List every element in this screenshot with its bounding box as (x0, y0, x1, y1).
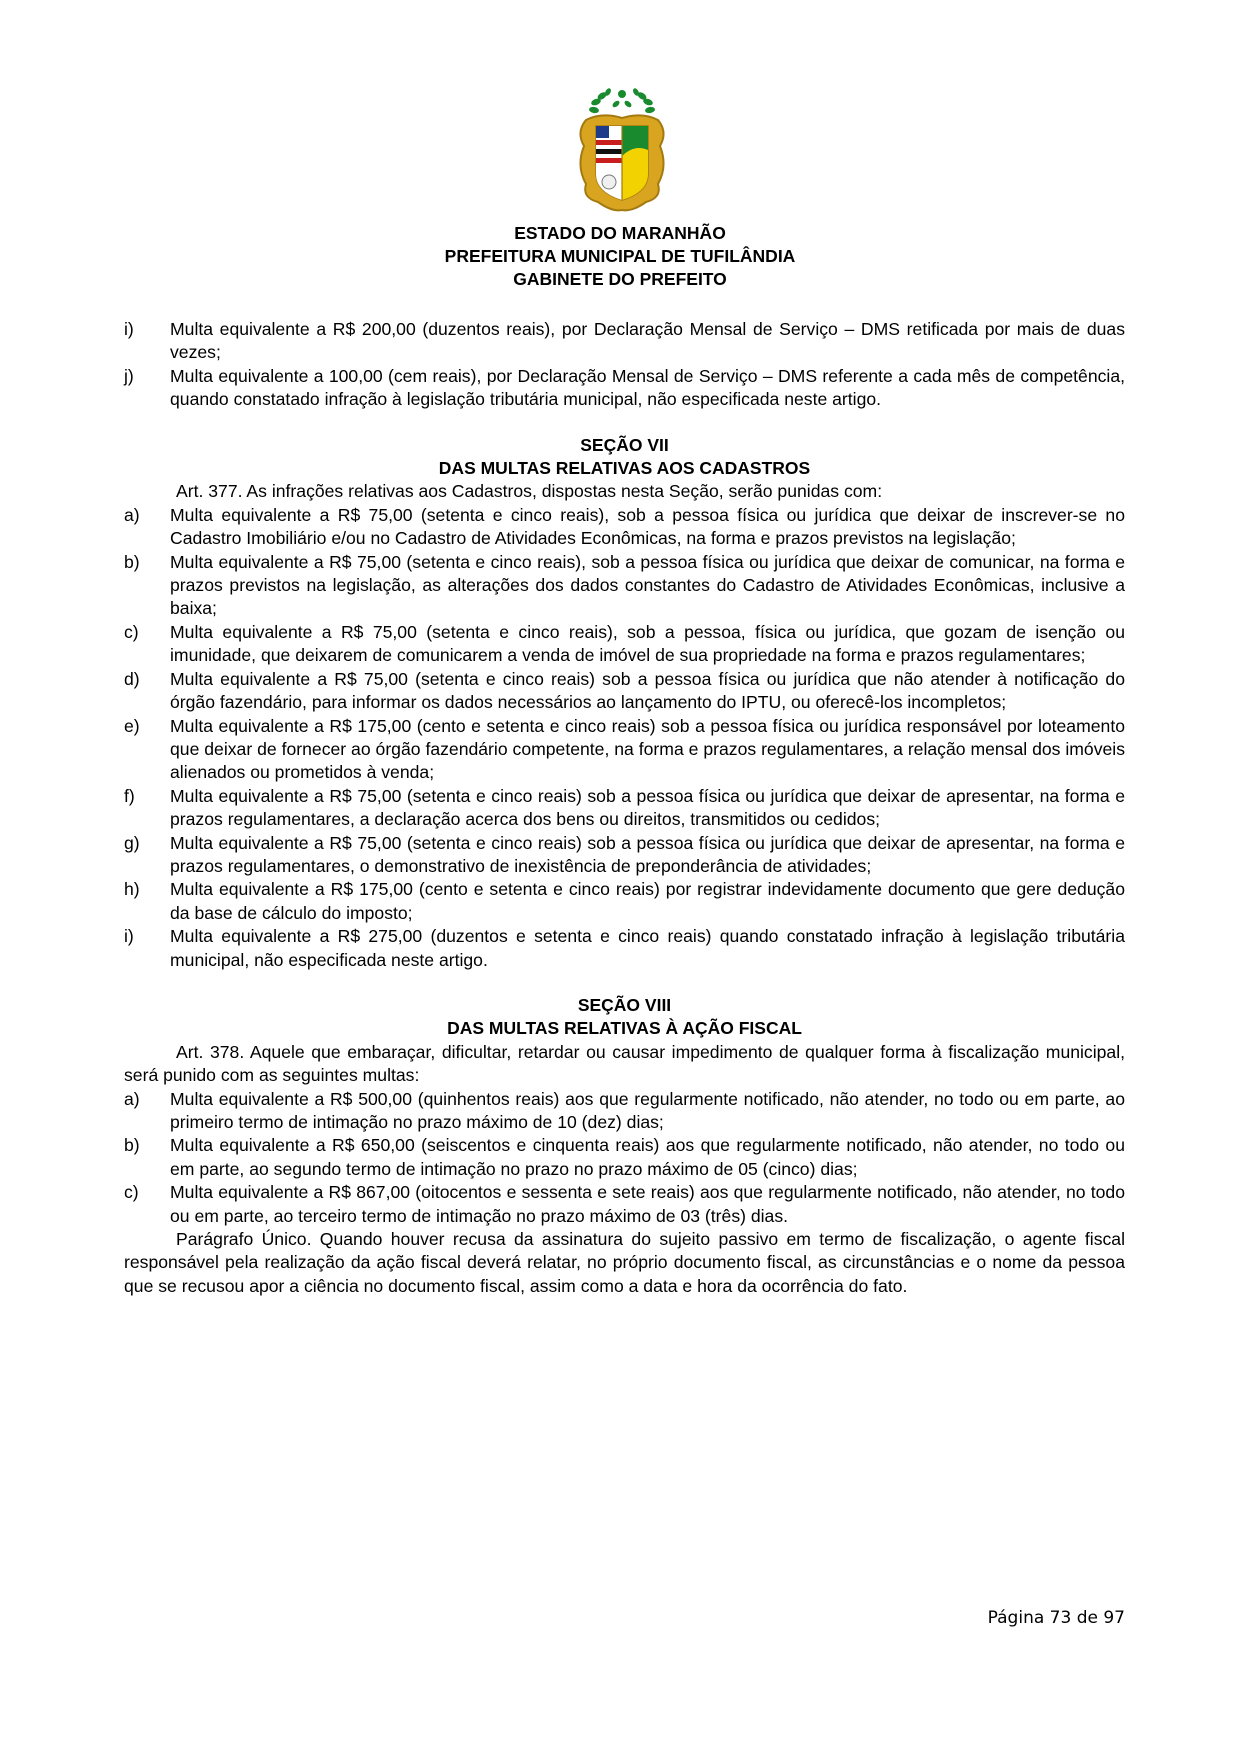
item-text: Multa equivalente a R$ 75,00 (setenta e cinco reais) sob a pessoa física ou jurídica que não atender à notificação do órgão fazendário, para informar os dados necessários ao lançamento do IPTU, ou oferecê-los incompletos; (170, 668, 1125, 713)
list-item (124, 715, 1125, 785)
item-label: c) (124, 621, 139, 642)
item-text: Multa equivalente a R$ 175,00 (cento e setenta e cinco reais) sob a pessoa física ou jurídica responsável por loteamento que deixar de fornecer ao órgão fazendário competente, na forma e prazos regulamentares, a relação mensal dos imóveis alienados ou prometidos à venda; (170, 715, 1125, 783)
section-7-title: SEÇÃO VII (580, 434, 669, 455)
item-text: Multa equivalente a 100,00 (cem reais), por Declaração Mensal de Serviço – DMS referente a cada mês de competência, quando constatado infração à legislação tributária municipal, não especificada neste artigo. (170, 365, 1125, 410)
item-label: d) (124, 668, 140, 689)
list-item (124, 1134, 1125, 1181)
item-label: f) (124, 785, 135, 806)
item-text: Multa equivalente a R$ 175,00 (cento e setenta e cinco reais) por registrar indevidamente documento que gere dedução da base de cálculo do imposto; (170, 879, 1125, 923)
list-item (124, 1181, 1125, 1228)
item-text: Multa equivalente a R$ 75,00 (setenta e cinco reais) sob a pessoa física ou jurídica que deixar de apresentar, na forma e prazos regulamentares, a declaração acerca dos bens ou direitos, transmitidos ou cedidos; (170, 785, 1125, 830)
item-text: Multa equivalente a R$ 275,00 (duzentos e setenta e cinco reais) quando constatado infração à legislação tributária municipal, não especificada neste artigo. (170, 926, 1125, 970)
list-item (124, 504, 1125, 551)
item-label: b) (124, 551, 140, 572)
header-state: ESTADO DO MARANHÃO (514, 223, 726, 243)
header-municipality: PREFEITURA MUNICIPAL DE TUFILÂNDIA (444, 246, 796, 266)
section-7-subtitle: DAS MULTAS RELATIVAS AOS CADASTROS (438, 458, 811, 479)
sole-paragraph: Parágrafo Único. Quando houver recusa da assinatura do sujeito passivo em termo de fiscalização, o agente fiscal responsável pela realização da ação fiscal deverá relatar, no próprio documento fiscal, as circunstâncias e o nome da pessoa que se recusou apor a ciência no documento fiscal, assim como a data e hora da ocorrência do fato. (124, 1229, 1125, 1296)
list-item (124, 785, 1125, 832)
item-text: Multa equivalente a R$ 75,00 (setenta e cinco reais) sob a pessoa física ou jurídica que deixar de apresentar, na forma e prazos regulamentares, o demonstrativo de inexistência de preponderância de atividades; (170, 832, 1125, 876)
list-item (124, 318, 1125, 365)
list-item (124, 832, 1125, 879)
item-label: c) (124, 1182, 139, 1203)
item-text: Multa equivalente a R$ 200,00 (duzentos reais), por Declaração Mensal de Serviço – DMS retificada por mais de duas vezes; (170, 319, 1125, 363)
item-text: Multa equivalente a R$ 867,00 (oitocentos e sessenta e sete reais) aos que regularmente notificado, não atender, no todo ou em parte, ao terceiro termo de intimação no prazo máximo de 03 (três) dias. (170, 1182, 1125, 1226)
document-body (124, 318, 1125, 1298)
item-label: j) (124, 365, 134, 386)
item-label: g) (124, 832, 140, 853)
section-8-title: SEÇÃO VIII (577, 994, 672, 1015)
list-item (124, 878, 1125, 925)
item-text: Multa equivalente a R$ 500,00 (quinhentos reais) aos que regularmente notificado, não atender, no todo ou em parte, ao primeiro termo de intimação no prazo máximo de 10 (dez) dias; (170, 1088, 1125, 1132)
municipal-coat-of-arms-icon (572, 86, 672, 214)
item-label: h) (124, 879, 140, 900)
list-item (124, 365, 1125, 412)
item-label: e) (124, 715, 140, 736)
list-item (124, 1088, 1125, 1135)
document-header (0, 222, 1240, 291)
list-item (124, 668, 1125, 715)
item-label: b) (124, 1135, 140, 1156)
item-text: Multa equivalente a R$ 650,00 (seiscentos e cinquenta reais) aos que regularmente notificado, não atender, no todo ou em parte, ao segundo termo de intimação no prazo no prazo máximo de 05 (cinco) dias; (170, 1135, 1125, 1179)
item-text: Multa equivalente a R$ 75,00 (setenta e cinco reais), sob a pessoa, física ou jurídica, que gozam de isenção ou imunidade, que deixarem de comunicarem a venda de imóvel de sua propriedade na forma e prazos regulamentares; (170, 621, 1125, 666)
header-office: GABINETE DO PREFEITO (513, 269, 727, 289)
page-number: Página 73 de 97 (987, 1608, 1125, 1628)
item-text: Multa equivalente a R$ 75,00 (setenta e cinco reais), sob a pessoa física ou jurídica que deixar de inscrever-se no Cadastro Imobiliário e/ou no Cadastro de Atividades Econômicas, na forma e prazos previstos na legislação; (170, 504, 1125, 549)
item-label: i) (124, 926, 134, 947)
item-label: a) (124, 504, 140, 525)
list-item (124, 551, 1125, 621)
article-377: Art. 377. As infrações relativas aos Cadastros, dispostas nesta Seção, serão punidas com: (176, 481, 883, 502)
item-text: Multa equivalente a R$ 75,00 (setenta e cinco reais), sob a pessoa física ou jurídica que deixar de comunicar, na forma e prazos previstos na legislação, as alterações dos dados constantes do Cadastro de Atividades Econômicas, inclusive a baixa; (170, 551, 1125, 619)
list-item (124, 925, 1125, 972)
item-label: a) (124, 1088, 140, 1109)
list-item (124, 621, 1125, 668)
section-8-subtitle: DAS MULTAS RELATIVAS À AÇÃO FISCAL (447, 1018, 802, 1039)
item-label: i) (124, 319, 134, 339)
article-378: Art. 378. Aquele que embaraçar, dificultar, retardar ou causar impedimento de qualquer forma à fiscalização municipal, será punido com as seguintes multas: (124, 1041, 1125, 1086)
